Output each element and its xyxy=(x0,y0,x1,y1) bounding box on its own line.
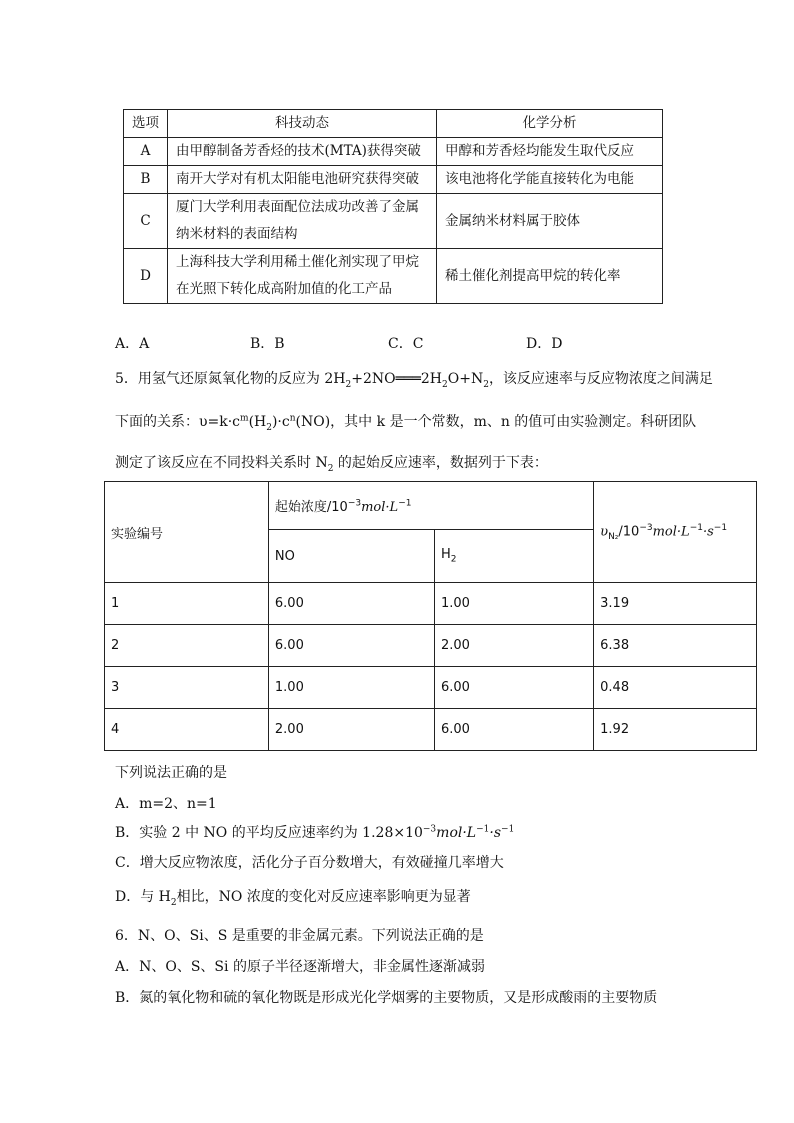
table-row xyxy=(124,138,663,166)
q6-option-b: B．氮的氧化物和硫的氧化物既是形成光化学烟雾的主要物质，又是形成酸雨的主要物质 xyxy=(115,990,658,1006)
option-cell: C xyxy=(124,194,168,249)
subscript: 2 xyxy=(442,379,448,390)
table-header-row xyxy=(105,482,757,530)
q5-option-b xyxy=(115,822,514,842)
subscript: 2 xyxy=(483,379,489,390)
news-line: 纳米材料的表面结构 xyxy=(176,226,298,242)
text-run: H xyxy=(441,547,451,563)
option-cell: B xyxy=(124,166,168,194)
q5-stem-line1 xyxy=(115,368,713,390)
unit: mol·L xyxy=(436,825,477,841)
unit: ·s xyxy=(702,523,714,539)
text-run: 的起始反应速率，数据列于下表： xyxy=(333,455,548,471)
table-row xyxy=(124,249,663,304)
unit: mol·L xyxy=(361,500,399,515)
subscript: 2 xyxy=(170,897,177,908)
analysis-cell: 甲醇和芳香烃均能发生取代反应 xyxy=(437,138,663,166)
news-line: 在光照下转化成高附加值的化工产品 xyxy=(176,281,392,297)
subscript: N₂ xyxy=(608,531,619,542)
text-run: )·c xyxy=(271,414,290,430)
table-row xyxy=(124,194,663,249)
experiment-data-table xyxy=(104,481,757,751)
q4-choice-b: B．B xyxy=(250,336,285,352)
news-line: 上海科技大学利用稀土催化剂实现了甲烷 xyxy=(176,254,419,270)
analysis-cell: 稀土催化剂提高甲烷的转化率 xyxy=(437,249,663,304)
news-cell: 南开大学对有机太阳能电池研究获得突破 xyxy=(168,166,437,194)
subheader-no: NO xyxy=(268,530,434,583)
text-run: +2NO═══2H xyxy=(351,371,442,387)
superscript: −1 xyxy=(398,498,412,509)
q5-prompt: 下列说法正确的是 xyxy=(115,765,227,781)
h2-cell: 2.00 xyxy=(435,625,594,667)
text-run: 5．用氢气还原氮氧化物的反应为 2H xyxy=(115,371,346,387)
q4-choice-d: D．D xyxy=(526,336,563,352)
h2-cell: 6.00 xyxy=(435,667,594,709)
q4-choice-a: A．A xyxy=(115,336,150,352)
no-cell: 1.00 xyxy=(268,667,434,709)
header-news: 科技动态 xyxy=(168,110,437,138)
q5-stem-line3 xyxy=(115,452,548,474)
text-run: ，该反应速率与反应物浓度之间满足 xyxy=(488,371,713,387)
subheader-h2 xyxy=(435,530,594,583)
q6-stem: 6．N、O、Si、S 是重要的非金属元素。下列说法正确的是 xyxy=(115,928,484,944)
header-concentration xyxy=(268,482,593,530)
subscript: 2 xyxy=(266,422,272,433)
text-run: (NO)，其中 k 是一个常数，m、n 的值可由实验测定。科研团队 xyxy=(295,414,697,430)
table-row xyxy=(124,166,663,194)
q5-option-a: A．m=2、n=1 xyxy=(115,796,217,812)
superscript: −1 xyxy=(501,824,515,835)
id-cell: 1 xyxy=(105,583,269,625)
h2-cell: 6.00 xyxy=(435,709,594,751)
table-header-row xyxy=(124,110,663,138)
option-cell: D xyxy=(124,249,168,304)
table-row xyxy=(105,667,757,709)
no-cell: 6.00 xyxy=(268,625,434,667)
text-run: B．实验 2 中 NO 的平均反应速率约为 1.28×10 xyxy=(115,825,423,841)
superscript: −3 xyxy=(347,498,362,509)
q4-choice-c: C．C xyxy=(388,336,424,352)
news-line: 厦门大学利用表面配位法成功改善了金属 xyxy=(176,199,419,215)
h2-cell: 1.00 xyxy=(435,583,594,625)
rate-cell: 3.19 xyxy=(594,583,757,625)
header-rate xyxy=(594,482,757,583)
q5-option-d xyxy=(115,886,471,908)
subscript: 2 xyxy=(345,379,352,390)
superscript: −3 xyxy=(639,522,653,533)
subscript: 2 xyxy=(450,554,457,565)
text-run: 下面的关系：υ=k·c xyxy=(115,414,241,430)
analysis-cell: 金属纳米材料属于胶体 xyxy=(437,194,663,249)
rate-cell: 6.38 xyxy=(594,625,757,667)
text-run: D．与 H xyxy=(115,889,171,905)
tech-news-table xyxy=(123,109,663,304)
header-option: 选项 xyxy=(124,110,168,138)
superscript: −1 xyxy=(689,522,703,533)
news-cell xyxy=(168,194,437,249)
superscript: m xyxy=(240,413,249,424)
unit: ·s xyxy=(489,825,502,841)
rate-cell: 0.48 xyxy=(594,667,757,709)
q5-option-c: C．增大反应物浓度，活化分子百分数增大，有效碰撞几率增大 xyxy=(115,855,504,871)
text-run: 测定了该反应在不同投料关系时 N xyxy=(115,455,328,471)
superscript: n xyxy=(289,413,296,424)
superscript: −1 xyxy=(713,522,728,533)
option-cell: A xyxy=(124,138,168,166)
table-row xyxy=(105,709,757,751)
header-experiment-id: 实验编号 xyxy=(105,482,269,583)
header-analysis: 化学分析 xyxy=(437,110,663,138)
id-cell: 3 xyxy=(105,667,269,709)
id-cell: 4 xyxy=(105,709,269,751)
unit: υ xyxy=(600,523,609,539)
unit: mol·L xyxy=(652,523,690,539)
text-run: /10 xyxy=(618,523,640,539)
superscript: −1 xyxy=(476,824,490,835)
text-run: (H xyxy=(248,414,267,430)
id-cell: 2 xyxy=(105,625,269,667)
no-cell: 6.00 xyxy=(268,583,434,625)
no-cell: 2.00 xyxy=(268,709,434,751)
text-run: 起始浓度/10 xyxy=(274,500,348,515)
table-row xyxy=(105,583,757,625)
news-cell: 由甲醇制备芳香烃的技术(MTA)获得突破 xyxy=(168,138,437,166)
table-row xyxy=(105,625,757,667)
analysis-cell: 该电池将化学能直接转化为电能 xyxy=(437,166,663,194)
q5-stem-line2 xyxy=(115,411,696,433)
rate-cell: 1.92 xyxy=(594,709,757,751)
superscript: −3 xyxy=(422,824,437,835)
q6-option-a: A．N、O、S、Si 的原子半径逐渐增大，非金属性逐渐减弱 xyxy=(115,959,485,975)
text-run: O+N xyxy=(447,371,484,387)
subscript: 2 xyxy=(327,463,334,474)
text-run: 相比，NO 浓度的变化对反应速率影响更为显著 xyxy=(176,889,471,905)
news-cell xyxy=(168,249,437,304)
